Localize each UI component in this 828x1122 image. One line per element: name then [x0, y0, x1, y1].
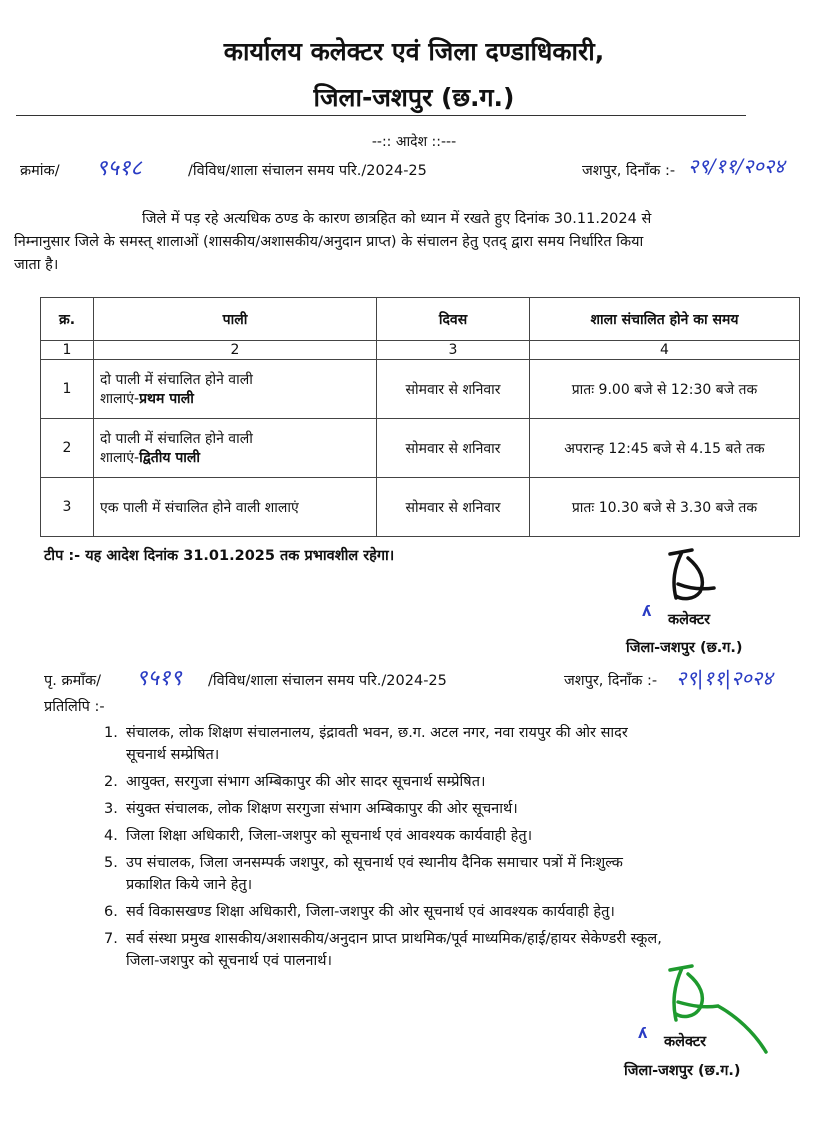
list-item-text: सूचनार्थ सम्प्रेषित।	[126, 747, 220, 763]
signature1-designation: कलेक्टर	[668, 612, 711, 628]
body-line: जिले में पड़ रहे अत्यधिक ठण्ड के कारण छात्रहित को ध्यान में रखते हुए दिनांक 30.11.2024 से	[142, 211, 652, 227]
district-title: जिला-जशपुर (छ.ग.)	[313, 83, 515, 112]
office-title: कार्यालय कलेक्टर एवं जिला दण्डाधिकारी,	[223, 37, 605, 66]
signature-initial-1: ʎ	[642, 604, 652, 620]
signature-mark-2	[640, 962, 780, 1062]
order-heading: --:: आदेश ::---	[371, 134, 457, 150]
shift-line1: दो पाली में संचालित होने वाली	[100, 431, 253, 447]
list-item-text: सर्व संस्था प्रमुख शासकीय/अशासकीय/अनुदान प्राप्त प्राथमिक/पूर्व माध्यमिक/हाई/हायर सेकेण्डरी स्कूल,	[126, 931, 662, 947]
shift-line2-pre: शालाएं-	[100, 450, 140, 466]
pratilipi-label: प्रतिलिपि :-	[44, 699, 105, 715]
row-shift	[94, 478, 377, 537]
row-time: प्रातः 10.30 बजे से 3.30 बजे तक	[530, 478, 800, 537]
order1-kramank-label: क्रमांक/	[20, 163, 60, 179]
header-time: शाला संचालित होने का समय	[530, 298, 800, 341]
colnum: 3	[377, 341, 530, 360]
row-sn: 2	[41, 419, 94, 478]
signature-initial-2: ʎ	[638, 1026, 648, 1042]
list-item-number: 5.	[104, 855, 118, 871]
order2-place-date-label: जशपुर, दिनाँक :-	[564, 673, 658, 689]
list-item-number: 1.	[104, 725, 118, 741]
copy-to-list	[104, 722, 794, 977]
header-days: दिवस	[377, 298, 530, 341]
table-row	[41, 360, 800, 419]
order2-date-handwritten: २९|११|२०२४	[676, 666, 773, 690]
list-item-number: 4.	[104, 828, 118, 844]
list-item-text: आयुक्त, सरगुजा संभाग अम्बिकापुर की ओर सादर सूचनार्थ सम्प्रेषित।	[126, 774, 486, 790]
body-line: जाता है।	[14, 257, 59, 273]
row-shift	[94, 419, 377, 478]
body-line: निम्नानुसार जिले के समस्त् शालाओं (शासकीय/अशासकीय/अनुदान प्राप्त) के संचालन हेतु एतद् द्वारा समय निर्धारित किया	[14, 234, 644, 250]
row-sn: 3	[41, 478, 94, 537]
order-body	[14, 208, 804, 277]
header-shift: पाली	[94, 298, 377, 341]
shift-line2-pre: शालाएं-	[100, 391, 140, 407]
order1-place-date-label: जशपुर, दिनाँक :-	[582, 163, 676, 179]
row-days: सोमवार से शनिवार	[377, 478, 530, 537]
order1-date-handwritten: २९/११/२०२४	[688, 154, 785, 178]
school-timing-table	[40, 297, 800, 537]
list-item-number: 6.	[104, 904, 118, 920]
shift-line2-bold: द्वितीय पाली	[139, 450, 201, 466]
table-row	[41, 478, 800, 537]
row-sn: 1	[41, 360, 94, 419]
list-item-text: उप संचालक, जिला जनसम्पर्क जशपुर, को सूचनार्थ एवं स्थानीय दैनिक समाचार पत्रों में निःशुल्क	[126, 855, 623, 871]
list-item	[104, 852, 794, 896]
shift-line1: एक पाली में संचालित होने वाली शालाएं	[100, 499, 299, 516]
table-header-row	[41, 298, 800, 341]
list-item-text: संचालक, लोक शिक्षण संचालनालय, इंद्रावती भवन, छ.ग. अटल नगर, नवा रायपुर की ओर सादर	[126, 725, 628, 741]
list-item	[104, 771, 794, 793]
colnum: 1	[41, 341, 94, 360]
table-row	[41, 419, 800, 478]
list-item-text: जिला शिक्षा अधिकारी, जिला-जशपुर को सूचनार्थ एवं आवश्यक कार्यवाही हेतु।	[126, 828, 533, 844]
colnum: 2	[94, 341, 377, 360]
order2-number-handwritten: ९५१९	[136, 666, 182, 691]
order2-reference: /विविध/शाला संचालन समय परि./2024-25	[208, 673, 447, 689]
header-rule	[16, 115, 746, 116]
list-item	[104, 825, 794, 847]
list-item-text: सर्व विकासखण्ड शिक्षा अधिकारी, जिला-जशपुर की ओर सूचनार्थ एवं आवश्यक कार्यवाही हेतु।	[126, 904, 615, 920]
list-item-number: 3.	[104, 801, 118, 817]
list-item-number: 7.	[104, 931, 118, 947]
colnum: 4	[530, 341, 800, 360]
shift-line1: दो पाली में संचालित होने वाली	[100, 372, 253, 388]
row-days: सोमवार से शनिवार	[377, 419, 530, 478]
shift-line2-bold: प्रथम पाली	[139, 391, 194, 407]
row-time: अपरान्ह 12:45 बजे से 4.15 बते तक	[530, 419, 800, 478]
list-item-number: 2.	[104, 774, 118, 790]
order1-reference: /विविध/शाला संचालन समय परि./2024-25	[188, 163, 427, 179]
order1-number-handwritten: ९५१८	[96, 156, 142, 181]
signature2-designation: कलेक्टर	[664, 1034, 707, 1050]
header-sn: क्र.	[41, 298, 94, 341]
list-item-text: जिला-जशपुर को सूचनार्थ एवं पालनार्थ।	[126, 953, 332, 969]
order2-kramank-label: पृ. क्रमाँक/	[44, 673, 102, 689]
signature1-district: जिला-जशपुर (छ.ग.)	[626, 640, 743, 656]
list-item	[104, 901, 794, 923]
signature2-district: जिला-जशपुर (छ.ग.)	[624, 1063, 741, 1079]
list-item	[104, 798, 794, 820]
row-shift	[94, 360, 377, 419]
row-days: सोमवार से शनिवार	[377, 360, 530, 419]
list-item-text: संयुक्त संचालक, लोक शिक्षण सरगुजा संभाग अम्बिकापुर की ओर सूचनार्थ।	[126, 801, 518, 817]
list-item	[104, 722, 794, 766]
list-item-text: प्रकाशित किये जाने हेतु।	[126, 877, 253, 893]
row-time: प्रातः 9.00 बजे से 12:30 बजे तक	[530, 360, 800, 419]
table-colnum-row	[41, 341, 800, 360]
validity-note: टीप :- यह आदेश दिनांक 31.01.2025 तक प्रभावशील रहेगा।	[44, 548, 395, 564]
